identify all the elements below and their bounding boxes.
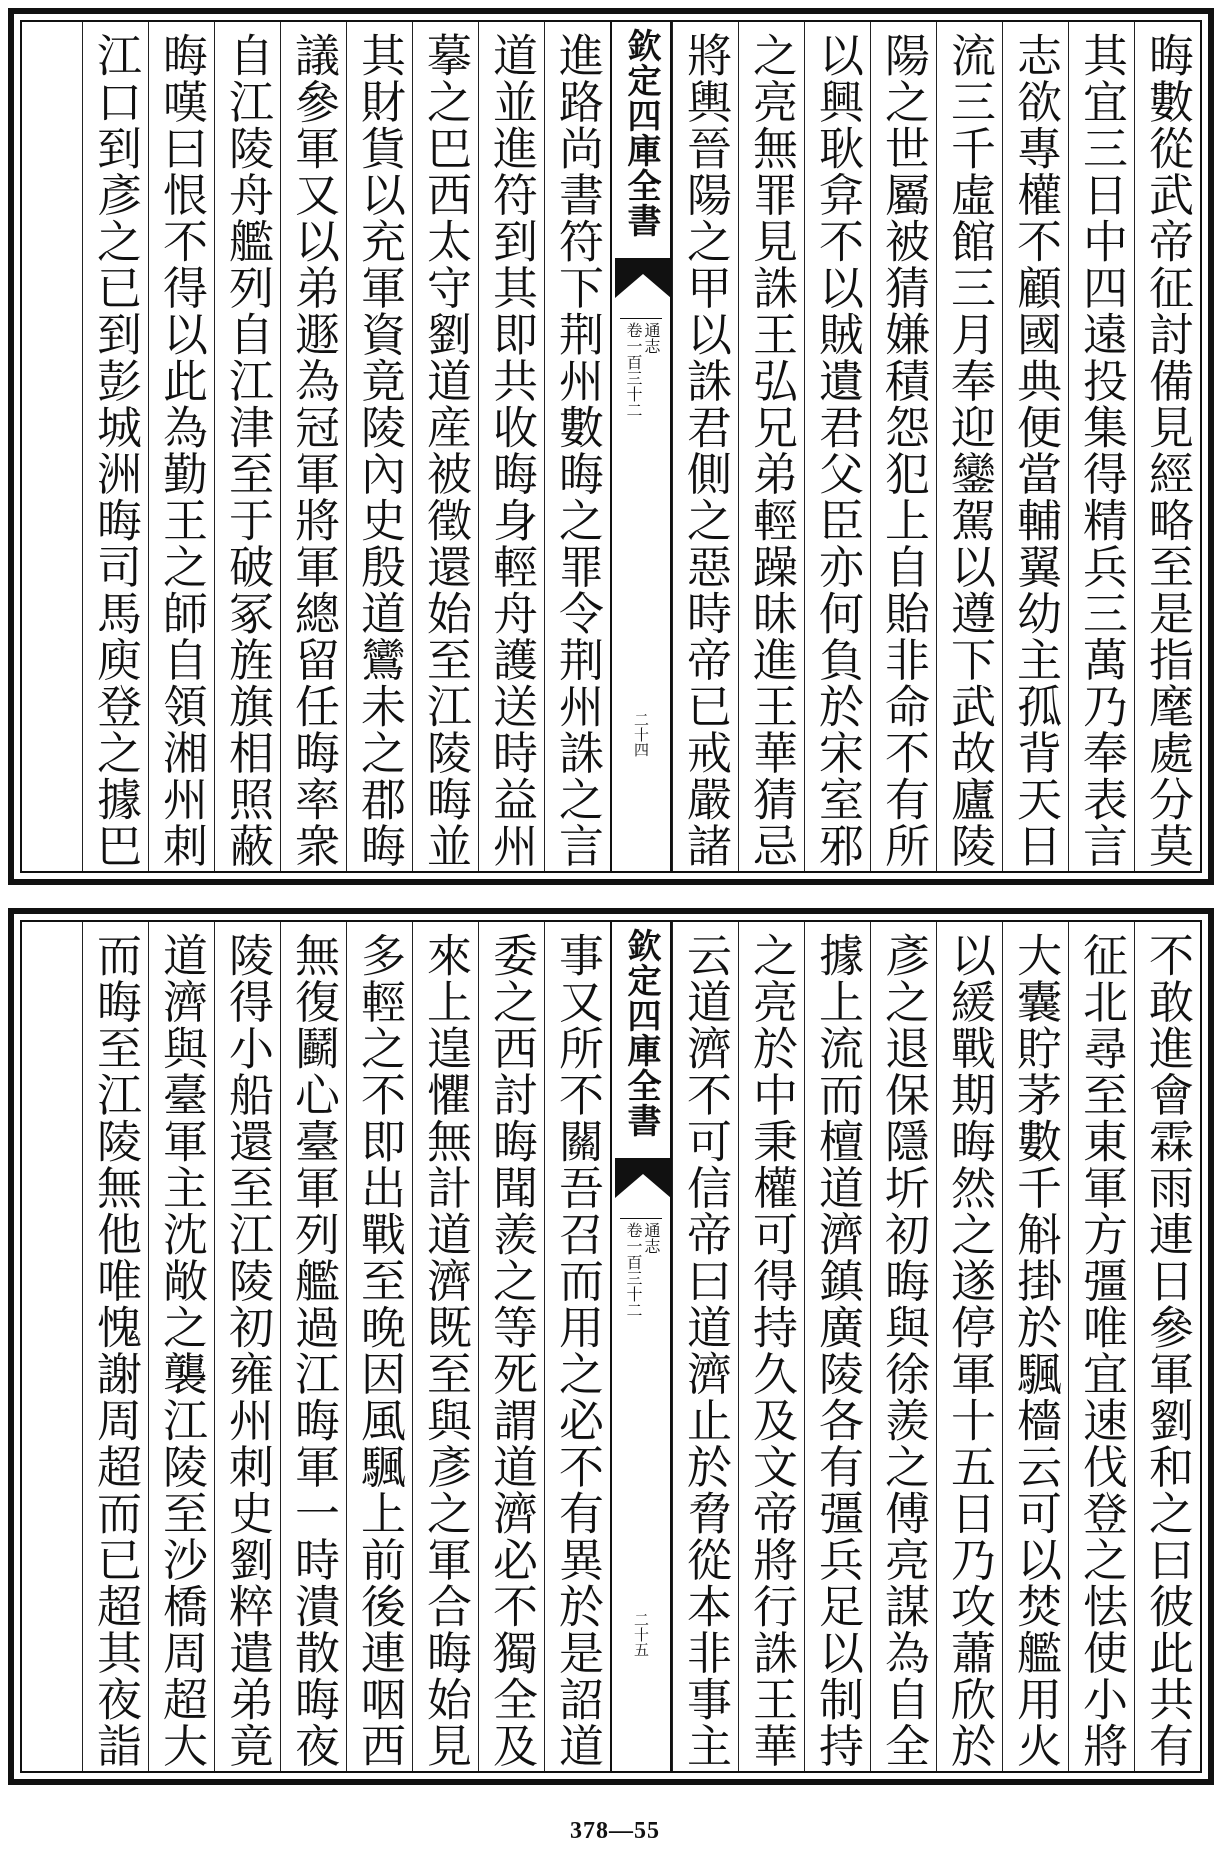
volume-number: 卷一百三十二 [624, 1222, 643, 1318]
folio-number: 二十五 [632, 1612, 650, 1657]
work-name: 通志 [642, 1222, 661, 1254]
text-column: 彥之退保隱圻初晦與徐羨之傅亮謀為自全 [870, 922, 936, 1771]
text-column: 而晦至江陵無他唯愧謝周超而已超其夜詣 [82, 922, 148, 1771]
text-column: 陽之世屬被猜嫌積怨犯上自貽非命不有所 [870, 22, 936, 871]
text-column: 多輕之不即出戰至晚因風颿上前後連咽西 [346, 922, 412, 1771]
center-spine [610, 22, 672, 871]
fish-tail-mark-icon [615, 1158, 671, 1198]
volume-info [612, 1222, 670, 1342]
text-column: 無復鬬心臺軍列艦過江晦軍一時潰散晦夜 [280, 922, 346, 1771]
text-column: 委之西討晦聞羨之等死謂道濟必不獨全及 [478, 922, 544, 1771]
text-column: 晦數從武帝征討備見經略至是指麾處分莫 [1134, 22, 1200, 871]
fish-tail-mark-icon [615, 258, 671, 298]
text-column: 其宜三日中四遠投集得精兵三萬乃奉表言 [1068, 22, 1134, 871]
work-name: 通志 [642, 322, 661, 354]
text-column: 江口到彥之已到彭城洲晦司馬庾登之據巴 [82, 22, 148, 871]
text-column: 以緩戰期晦然之遂停軍十五日乃攻蕭欣於 [936, 922, 1002, 1771]
text-column: 議參軍又以弟遯為冠軍將軍總留任晦率衆 [280, 22, 346, 871]
text-column: 摹之巴西太守劉道産被徵還始至江陵晦並 [412, 22, 478, 871]
text-column: 據上流而檀道濟鎮廣陵各有彊兵足以制持 [804, 922, 870, 1771]
page-lower [8, 908, 1214, 1785]
book-title: 欽定四庫全書 [621, 28, 661, 238]
text-column: 道並進符到其即共收晦身輕舟護送時益州 [478, 22, 544, 871]
folio-number: 二十四 [632, 712, 650, 757]
text-column: 陵得小船還至江陵初雍州刺史劉粹遣弟竟 [214, 922, 280, 1771]
text-column: 征北尋至東軍方彊唯宜速伐登之怯使小將 [1068, 922, 1134, 1771]
text-column: 流三千虛館三月奉迎鑾駕以遵下武故廬陵 [936, 22, 1002, 871]
volume-number: 卷一百三十二 [624, 322, 643, 418]
text-column: 進路尚書符下荆州數晦之罪令荆州誅之言 [544, 22, 610, 871]
text-column: 自江陵舟艦列自江津至于破冢旌旗相照蔽 [214, 22, 280, 871]
page-number-footer: 378—55 [570, 1818, 660, 1844]
text-column: 將輿晉陽之甲以誅君側之惡時帝已戒嚴諸 [672, 22, 738, 871]
text-column: 其財貨以充軍資竟陵內史殷道鸞未之郡晦 [346, 22, 412, 871]
text-column: 志欲專權不顧國典便當輔翼幼主孤背天日 [1002, 22, 1068, 871]
text-frame-lower [20, 920, 1202, 1773]
text-column: 來上遑懼無計道濟既至與彥之軍合晦始見 [412, 922, 478, 1771]
page-upper [8, 8, 1214, 885]
text-column: 不敢進會霖雨連日參軍劉和之曰彼此共有 [1134, 922, 1200, 1771]
spine-rule [620, 1218, 662, 1219]
text-column: 道濟與臺軍主沈敞之襲江陵至沙橋周超大 [148, 922, 214, 1771]
text-column: 之亮於中秉權可得持久及文帝將行誅王華 [738, 922, 804, 1771]
text-column: 之亮無罪見誅王弘兄弟輕躁昧進王華猜忌 [738, 22, 804, 871]
text-column: 以興耿弇不以賊遺君父臣亦何負於宋室邪 [804, 22, 870, 871]
volume-info [612, 322, 670, 442]
spine-rule [620, 318, 662, 319]
text-column: 事又所不關吾召而用之必不有異於是詔道 [544, 922, 610, 1771]
text-column: 晦嘆曰恨不得以此為勤王之師自領湘州刺 [148, 22, 214, 871]
text-column: 云道濟不可信帝曰道濟止於脅從本非事主 [672, 922, 738, 1771]
text-frame-upper [20, 20, 1202, 873]
center-spine [610, 922, 672, 1771]
book-title: 欽定四庫全書 [621, 928, 661, 1138]
text-column: 大囊貯茅數千斛掛於颿檣云可以焚艦用火 [1002, 922, 1068, 1771]
